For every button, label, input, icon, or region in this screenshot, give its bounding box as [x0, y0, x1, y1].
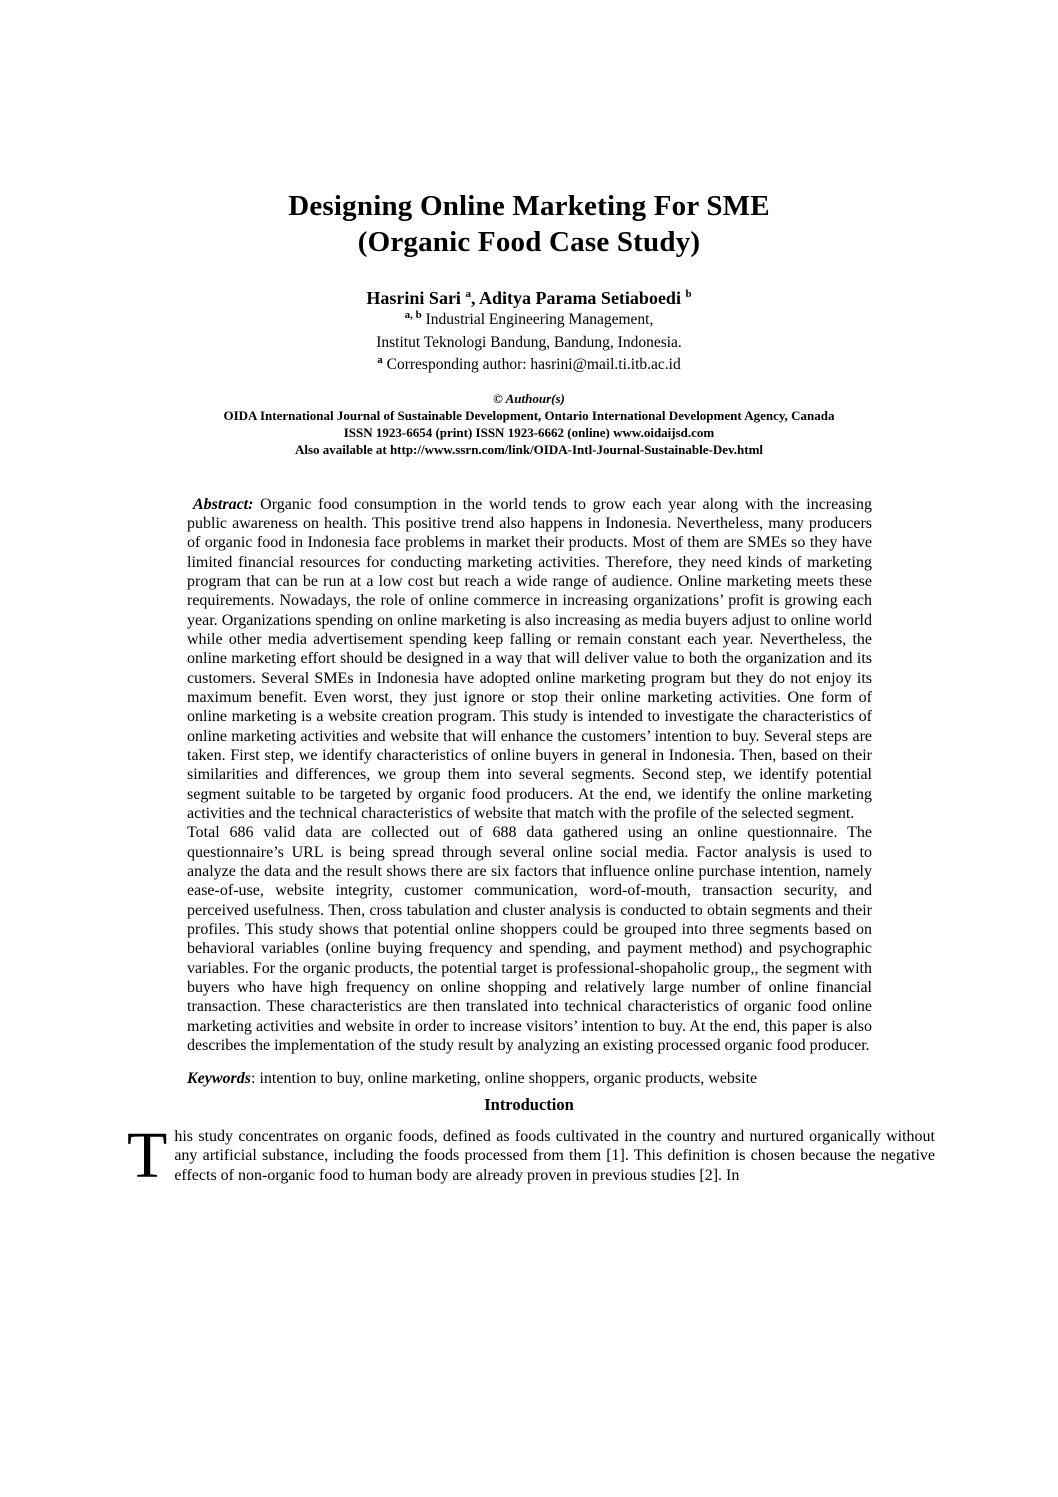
author-1-name: Hasrini Sari [366, 288, 461, 308]
paper-title [0, 0, 1058, 260]
journal-name-line: OIDA International Journal of Sustainable Development, Ontario International Development Agency, Canada [223, 407, 835, 423]
copyright-line: © Authour(s) [493, 390, 565, 406]
affiliation-line-1 [0, 309, 1058, 332]
affiliation-superscript: a, b [404, 308, 422, 321]
dropcap-letter: T [127, 1118, 168, 1192]
affiliation-department: Industrial Engineering Management, [425, 311, 654, 328]
introduction-paragraph-text: his study concentrates on organic foods, defined as foods cultivated in the country and nurtured organically without any artificial substance, including the foods processed from them [1]. This definition is chosen because the negative effects of non-organic food to human body are already proven in previous studies [2]. In [174, 1127, 935, 1184]
abstract-paragraph-1-text: Organic food consumption in the world tends to grow each year along with the increasing public awareness on health. This positive trend also happens in Indonesia. Nevertheless, many producers of organic food in Indonesia face problems in market their products. Most of them are SMEs so they have limited financial resources for conducting marketing activities. Therefore, they need kinds of marketing program that can be run at a low cost but reach a wide range of audience. Online marketing meets these requirements. Nowadays, the role of online commerce in increasing organizations’ profit is growing each year. Organizations spending on online marketing is also increasing as media buyers adjust to online world while other media advertisement spending keep falling or remain constant each year. Nevertheless, the online marketing effort should be designed in a way that will deliver value to both the organization and its customers. Several SMEs in Indonesia have adopted online marketing program but they do not enjoy its maximum benefit. Even worst, they just ignore or stop their online marketing activities. One form of online marketing is a website creation program. This study is intended to investigate the characteristics of online marketing activities and website that will enhance the customers’ intention to buy. Several steps are taken. First step, we identify characteristics of online buyers in general in Indonesia. Then, based on their similarities and differences, we group them into several segments. Second step, we identify potential segment suitable to be targeted by organic food producers. At the end, we identify the online marketing activities and the technical characteristics of website that match with the profile of the selected segment. [187, 495, 873, 822]
keywords-line [187, 1069, 872, 1088]
abstract-label: Abstract: [193, 495, 254, 513]
affiliation-block [0, 309, 1058, 377]
author-1-superscript: a [465, 288, 471, 300]
corresponding-author-text: Corresponding author: hasrini@mail.ti.itb.ac.id [386, 356, 681, 373]
issn-line: ISSN 1923-6654 (print) ISSN 1923-6662 (online) www.oidaijsd.com [343, 424, 715, 440]
abstract-paragraph-2-text: Total 686 valid data are collected out of 688 data gathered using an online questionnaire. The questionnaire’s URL is being spread through several online social media. Factor analysis is used to analyze the data and the result shows there are six factors that influence online purchase intention, namely ease-of-use, website integrity, customer communication, word-of-mouth, transaction security, and perceived usefulness. Then, cross tabulation and cluster analysis is conducted to obtain segments and their profiles. This study shows that potential online shoppers could be grouped into three segments based on behavioral variables (online buying frequency and spending, and payment method) and psychographic variables. For the organic products, the potential target is professional-shopaholic group,, the segment with buyers who have high frequency on online shopping and relatively large number of online financial transaction. These characteristics are then translated into technical characteristics of organic food online marketing activities and website in order to increase visitors’ intention to buy. At the end, this paper is also describes the implementation of the study result by analyzing an existing processed organic food producer. [187, 824, 872, 1055]
publisher-block [0, 390, 1058, 458]
availability-line: Also available at http://www.ssrn.com/link/OIDA-Intl-Journal-Sustainable-Dev.html [294, 441, 764, 457]
affiliation-institute: Institut Teknologi Bandung, Bandung, Indonesia. [376, 333, 682, 351]
author-separator: , [470, 288, 479, 308]
keywords-label: Keywords [187, 1070, 251, 1088]
abstract-paragraph-1 [187, 495, 872, 824]
corresponding-author-line [0, 354, 1058, 377]
authors-line [0, 287, 1058, 309]
corresponding-superscript: a [377, 353, 383, 366]
abstract-section [187, 495, 872, 1056]
author-2-name: Aditya Parama Setiaboedi [478, 288, 681, 308]
keywords-text: : intention to buy, online marketing, online shoppers, organic products, website [251, 1070, 758, 1088]
introduction-paragraph [127, 1118, 935, 1192]
paper-title-line2: (Organic Food Case Study) [357, 226, 701, 258]
abstract-paragraph-2 [187, 823, 872, 1055]
author-2-superscript: b [685, 288, 692, 300]
introduction-heading: Introduction [484, 1094, 574, 1114]
affiliation-line-2 [0, 332, 1058, 355]
paper-title-line1: Designing Online Marketing For SME [288, 190, 770, 222]
